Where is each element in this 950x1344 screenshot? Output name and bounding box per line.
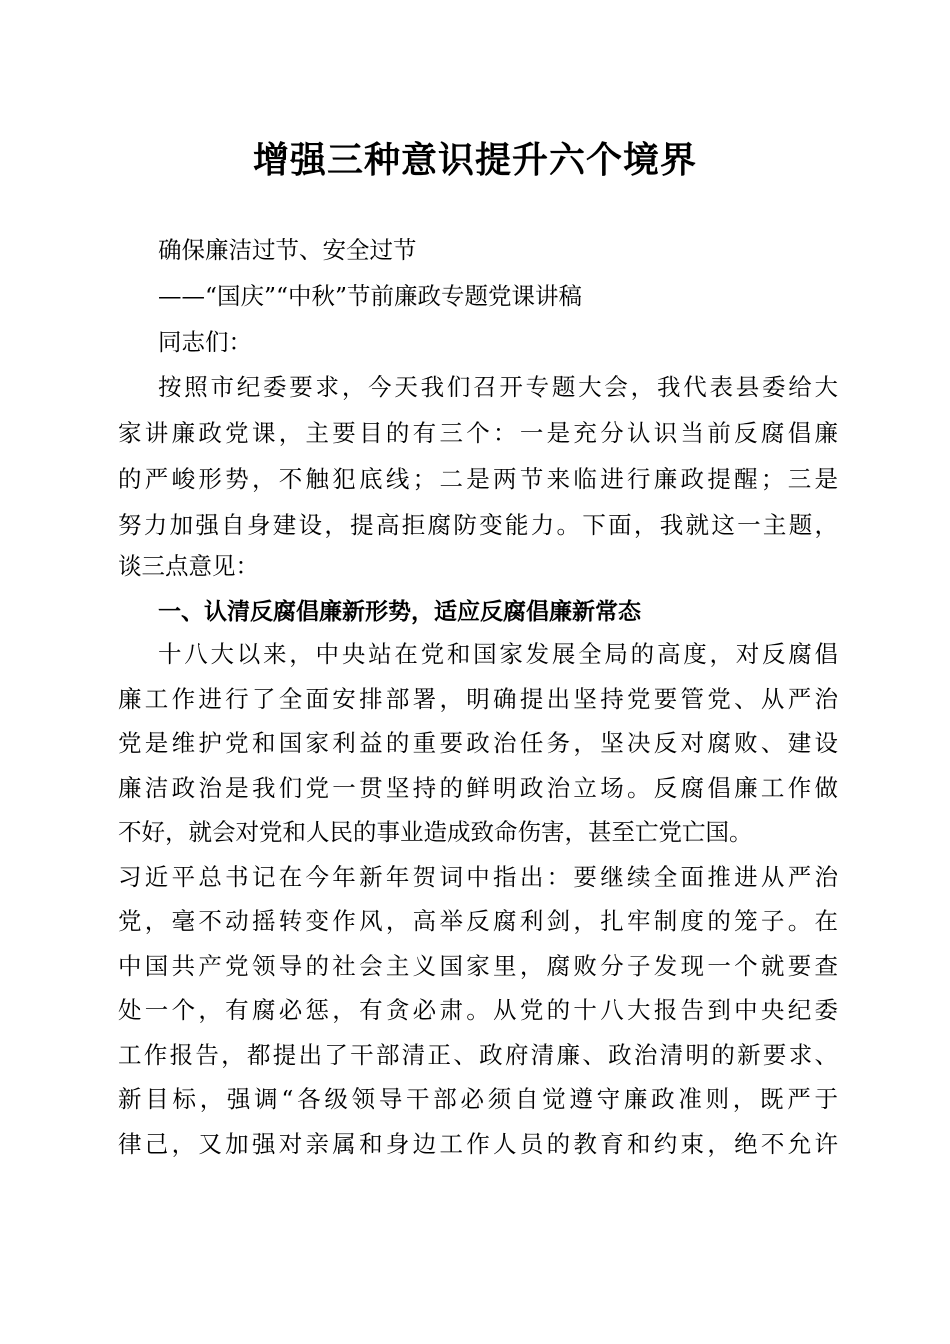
body-line: 律己，又加强对亲属和身边工作人员的教育和约束，绝不允许 xyxy=(118,1130,838,1158)
body-line: 中国共产党领导的社会主义国家里，腐败分子发现一个就要查 xyxy=(118,952,838,980)
body-line: 廉工作进行了全面安排部署，明确提出坚持党要管党、从严治 xyxy=(118,685,838,713)
body-line: 党，毫不动摇转变作风，高举反腐利剑，扎牢制度的笼子。在 xyxy=(118,907,838,935)
intro-line: 谈三点意见： xyxy=(118,552,259,580)
body-line: 十八大以来，中央站在党和国家发展全局的高度，对反腐倡 xyxy=(158,640,838,668)
body-line: 党是维护党和国家利益的重要政治任务，坚决反对腐败、建设 xyxy=(118,729,838,757)
body-line: 不好，就会对党和人民的事业造成致命伤害，甚至亡党亡国。 xyxy=(118,818,753,846)
intro-line: 家讲廉政党课，主要目的有三个：一是充分认识当前反腐倡廉 xyxy=(118,419,838,447)
document-title: 增强三种意识提升六个境界 xyxy=(252,139,697,181)
body-line: 新目标，强调“各级领导干部必须自觉遵守廉政准则，既严于 xyxy=(118,1085,838,1113)
section-heading: 一、认清反腐倡廉新形势，适应反腐倡廉新常态 xyxy=(158,599,641,625)
intro-line: 努力加强自身建设，提高拒腐防变能力。下面，我就这一主题， xyxy=(118,511,838,539)
salutation: 同志们： xyxy=(158,328,252,356)
intro-line: 按照市纪委要求，今天我们召开专题大会，我代表县委给大 xyxy=(158,373,838,401)
body-line: 工作报告，都提出了干部清正、政府清廉、政治清明的新要求、 xyxy=(118,1041,838,1069)
body-line: 廉洁政治是我们党一贯坚持的鲜明政治立场。反腐倡廉工作做 xyxy=(118,774,838,802)
body-line: 习近平总书记在今年新年贺词中指出：要继续全面推进从严治 xyxy=(118,863,838,891)
subtitle-line: 确保廉洁过节、安全过节 xyxy=(158,236,417,264)
intro-line: 的严峻形势，不触犯底线；二是两节来临进行廉政提醒；三是 xyxy=(118,465,838,493)
subtitle-line: ——“国庆”“中秋”节前廉政专题党课讲稿 xyxy=(158,282,583,310)
body-line: 处一个，有腐必惩，有贪必肃。从党的十八大报告到中央纪委 xyxy=(118,996,838,1024)
